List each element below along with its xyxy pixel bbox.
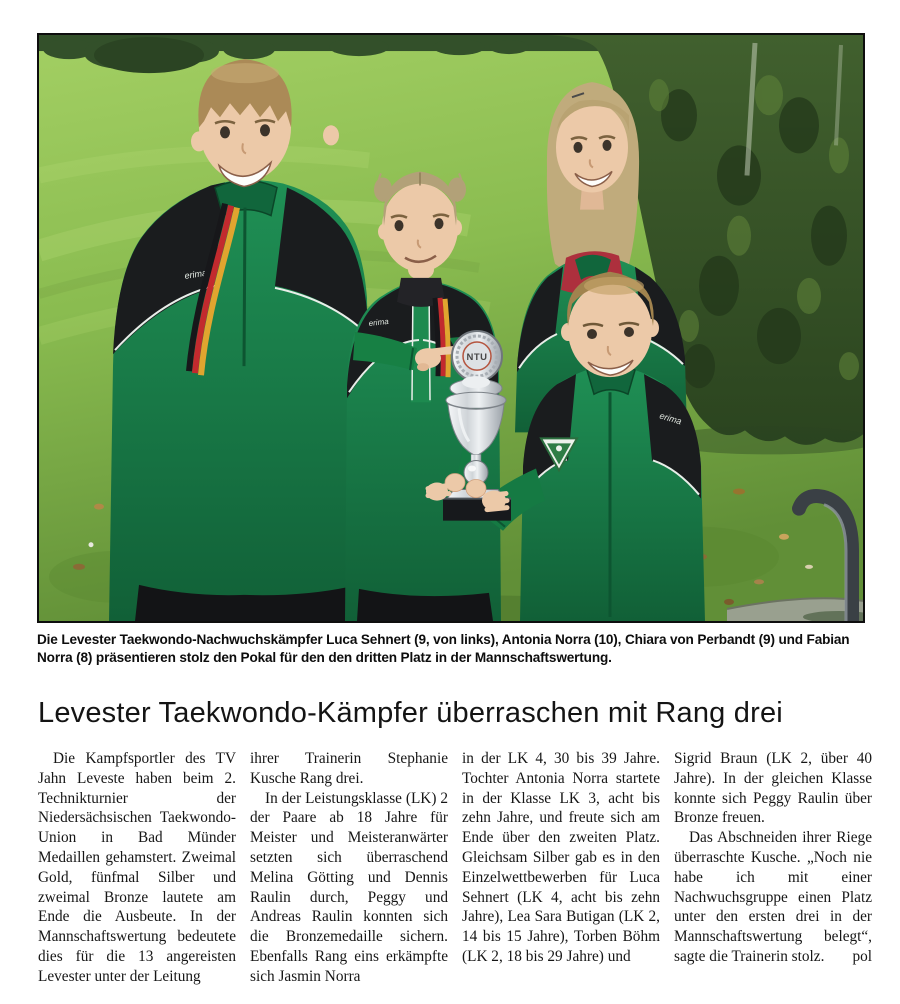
paragraph: Das Abschneiden ihrer Riege überraschte Kusche. „Noch nie habe ich mit einer Nachwuchsgruppe einen Platz unter den ersten drei in der Mannschaftswertung belegt“, sagte die Trainerin stolz. pol xyxy=(674,829,872,965)
erima-logo-fabian: erima xyxy=(658,410,683,427)
author-initials: pol xyxy=(852,947,872,965)
article-column-1 xyxy=(38,749,236,987)
paragraph: Sigrid Braun (LK 2, über 40 Jahre). In der gleichen Klasse konnte sich Peggy Raulin über Bronze freuen. xyxy=(674,750,872,827)
erima-logo-luca: erima xyxy=(183,267,208,281)
article-column-4 xyxy=(674,749,872,987)
paragraph: in der LK 4, 30 bis 39 Jahre. Tochter Antonia Norra startete in der Klasse LK 3, acht bis zehn Jahre, und freute sich am Ende über den zweiten Platz. Gleichsam Silber gab es in den Einzelwettbewerben für Luca Sehnert (LK 4, acht bis zehn Jahre), Lea Sara Butigan (LK 2, 14 bis 15 Jahre), Torben Böhm (LK 2, 18 bis 29 Jahre) und xyxy=(462,750,660,965)
photo-frame xyxy=(37,33,865,623)
paragraph: ihrer Trainerin Stephanie Kusche Rang drei. xyxy=(250,750,448,787)
paragraph: Die Kampfsportler des TV Jahn Leveste haben beim 2. Technikturnier der Niedersächsischen Taekwondo-Union in Bad Münder Medaillen gehamstert. Zweimal Gold, fünfmal Silber und zweimal Bronze lautete am Ende die Ausbeute. In der Mannschaftswertung bedeutete dies für die 13 angereisten Levester unter der Leitung xyxy=(38,750,236,985)
article-column-3 xyxy=(462,749,660,987)
erima-logo-antonia: erima xyxy=(368,316,390,328)
article-body xyxy=(38,749,872,987)
photo-caption: Die Levester Taekwondo-Nachwuchskämpfer Luca Sehnert (9, von links), Antonia Norra (10), Chiara von Perbandt (9) und Fabian Norra (8) präsentieren stolz den Pokal für den den dritten Platz in der Mannschaftswertung. xyxy=(37,632,850,665)
trophy-inscription: NTU xyxy=(466,352,488,364)
photo-scene xyxy=(39,35,863,621)
paragraph: In der Leistungsklasse (LK) 2 der Paare ab 18 Jahre für Meister und Meisteranwärter setzten sich überraschend Melina Götting und Dennis Raulin durch, Peggy und Andreas Raulin konnten sich die Bronzemedaille sichern. Ebenfalls Rang eins erkämpfte sich Jasmin Norra xyxy=(250,789,448,985)
headline: Levester Taekwondo-Kämpfer überraschen mit Rang drei xyxy=(38,697,783,729)
article-column-2 xyxy=(250,749,448,987)
